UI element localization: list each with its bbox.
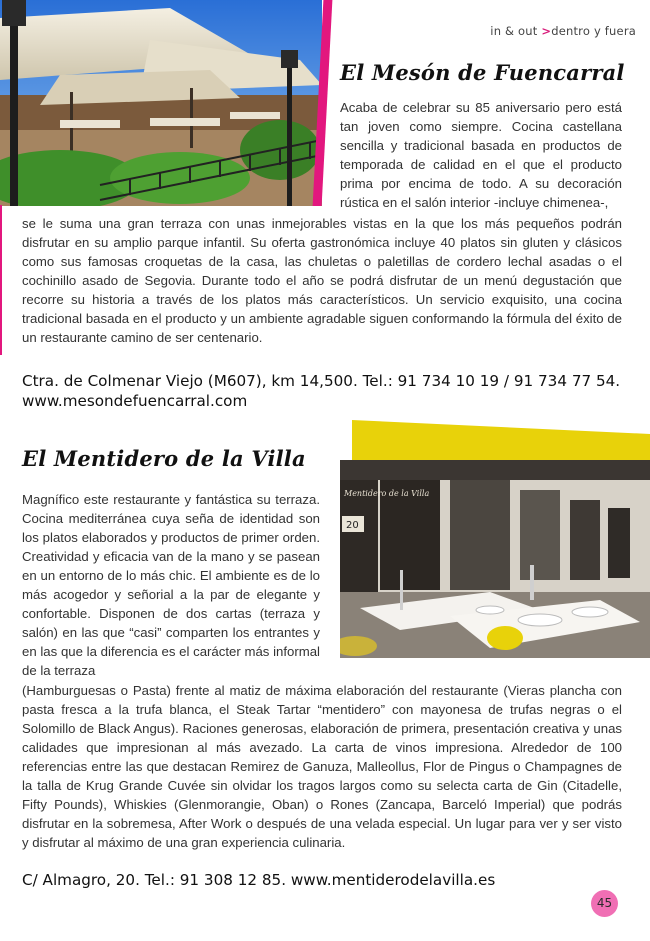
title-meson-de-fuencarral: El Mesón de Fuencarral: [340, 60, 625, 85]
terrace-photo-mentidero: [340, 460, 650, 658]
mentidero-description-bottom: (Hamburguesas o Pasta) frente al matiz de máxima elaboración del restaurante (Vieras plancha con pasta fresca a la trufa blanca, el Steak Tartar “mentidero” con mayonesa de trufas negras o el Solomillo de Black Angus). Raciones generosas, elaboración de primera, presentación creativa y unas calidades que impresionan al más avezado. La carta de vinos impresiona. Alrededor de 100 referencias entre las que destacan Remirez de Ganuza, Malleollus, Flor de Pingus o Champagnes de la talla de Krug Grande Cuvée sin olvidar los tragos largos como su selecta carta de Gin (Citadelle, Fifty Pounds), Whiskies (Glenmorangie, Oban) o Rones (Zancapa, Barceló Imperial) que podrás disfrutar en la sobremesa, After Work o después de una velada especial. Un lugar para ver y ser visto y disfrutar al máximo de una gran experiencia culinaria.: [22, 683, 622, 850]
mentidero-sign-text: Mentidero de la Villa: [344, 489, 430, 498]
terrace-photo-meson: [0, 0, 322, 206]
meson-website: www.mesondefuencarral.com: [22, 392, 248, 410]
section-tag-left: in & out: [490, 24, 538, 38]
section-tag: [490, 24, 636, 38]
mentidero-contact: C/ Almagro, 20. Tel.: 91 308 12 85. www.mentiderodelavilla.es: [22, 871, 496, 889]
title-mentidero-de-la-villa: El Mentidero de la Villa: [22, 446, 306, 471]
mentidero-door-number: 20: [346, 520, 359, 531]
meson-description-bottom: se le suma una gran terraza con unas inmejorables vistas en la que los más pequeños podrán disfrutar en su amplio parque infantil. Su oferta gastronómica incluye 40 platos sin gluten y clásicos como sus famosas croquetas de la casa, las chuletas o paletillas de cordero lechal asadas o el cochinillo asado de Segovia. Durante todo el año se podrá disfrutar de un menú degustación que recorre su historia a través de los platos más característicos. Un servicio exquisito, una cocina tradicional basada en el producto y un ambiente agradable siguen conformando la fórmula del éxito de un restaurante camino de ser centenario.: [22, 216, 622, 345]
yellow-accent-shape: [352, 420, 650, 464]
mentidero-description-top: Magnífico este restaurante y fantástica su terraza. Cocina mediterránea cuya seña de identidad son los platos elaborados y productos de primer orden. Creatividad y eficacia van de la mano y se pasean en un entorno de lo más chic. El ambiente es de lo más acogedor y señorial a la par de elegante y confortable. Disponen de dos cartas (terraza y salón) en las que “casi” comparten los entrantes y en las que la diferencia es el carácter más informal de la terraza: [22, 492, 320, 678]
meson-address: Ctra. de Colmenar Viejo (M607), km 14,500. Tel.: 91 734 10 19 / 91 734 77 54.: [22, 372, 621, 390]
page-number: 45: [591, 890, 618, 917]
meson-contact: [22, 371, 632, 411]
left-accent-line: [0, 205, 2, 355]
section-tag-right: dentro y fuera: [551, 24, 636, 38]
section-tag-arrow: >: [541, 24, 552, 38]
meson-description-top: Acaba de celebrar su 85 aniversario pero está tan joven como siempre. Cocina castellana sencilla y tradicional basada en productos de temporada de calidad en el que el producto prima por encima de todo. A su decoración rústica en el salón interior -incluye chimenea-,: [340, 100, 622, 210]
